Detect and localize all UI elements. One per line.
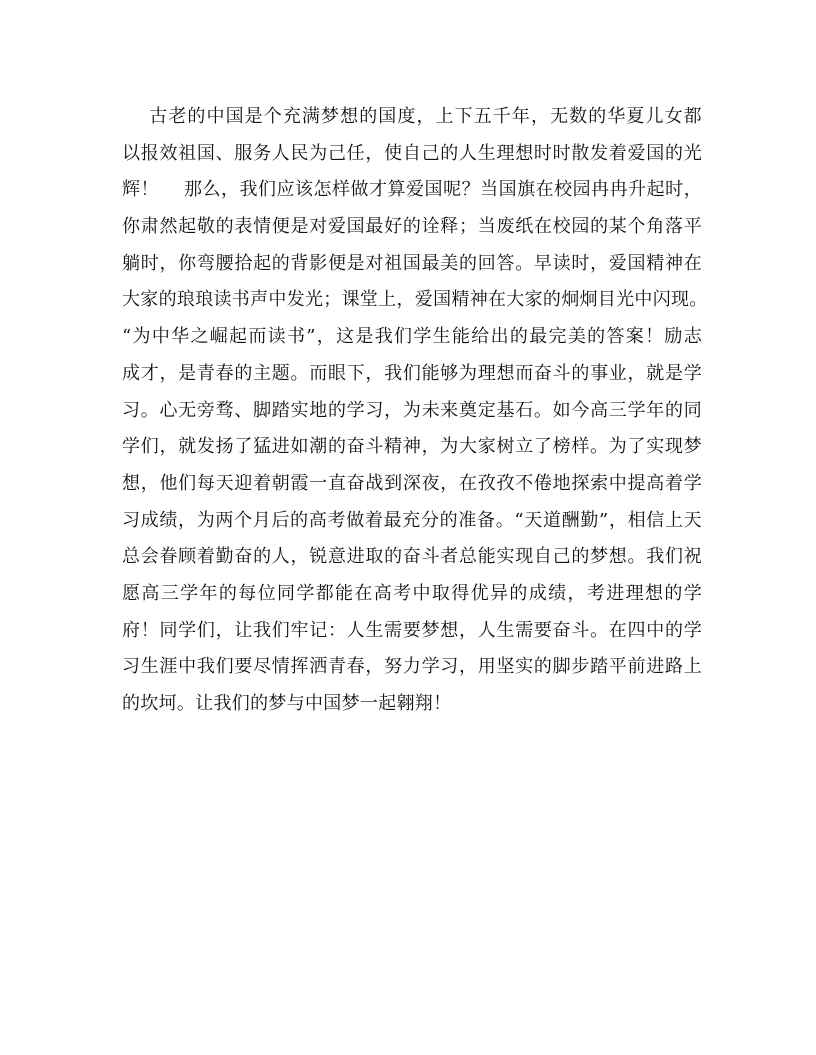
text-line: 辉！ 那么，我们应该怎样做才算爱国呢？当国旗在校园冉冉升起时， — [122, 179, 702, 201]
text-line: 你肃然起敬的表情便是对爱国最好的诠释；当废纸在校园的某个角落平 — [122, 216, 702, 238]
text-line: 躺时，你弯腰拾起的背影便是对祖国最美的回答。早读时，爱国精神在 — [122, 252, 702, 274]
text-line: 以报效祖国、服务人民为己任，使自己的人生理想时时散发着爱国的光 — [122, 142, 702, 164]
text-line: 大家的琅琅读书声中发光；课堂上，爱国精神在大家的炯炯目光中闪现。 — [122, 289, 708, 311]
essay-paragraph — [122, 99, 708, 723]
text-line: 习成绩，为两个月后的高考做着最充分的准备。“天道酬勤”，相信上天 — [122, 509, 702, 531]
text-line: 习。心无旁骛、脚踏实地的学习，为未来奠定基石。如今高三学年的同 — [122, 399, 702, 421]
text-line: 想，他们每天迎着朝霞一直奋战到深夜，在孜孜不倦地探索中提高着学 — [122, 472, 702, 494]
text-line-last: 的坎坷。让我们的梦与中国梦一起翱翔！ — [122, 693, 452, 714]
text-line: “为中华之崛起而读书”，这是我们学生能给出的最完美的答案！励志 — [122, 326, 702, 348]
text-line: 总会眷顾着勤奋的人，锐意进取的奋斗者总能实现自己的梦想。我们祝 — [122, 546, 702, 568]
text-line: 学们，就发扬了猛进如潮的奋斗精神，为大家树立了榜样。为了实现梦 — [122, 436, 702, 458]
text-line: 古老的中国是个充满梦想的国度，上下五千年，无数的华夏儿女都 — [122, 106, 702, 127]
text-line: 愿高三学年的每位同学都能在高考中取得优异的成绩，考进理想的学 — [122, 582, 702, 604]
text-line: 府！同学们，让我们牢记：人生需要梦想，人生需要奋斗。在四中的学 — [122, 619, 702, 641]
text-line: 习生涯中我们要尽情挥洒青春，努力学习，用坚实的脚步踏平前进路上 — [122, 656, 702, 678]
text-line: 成才，是青春的主题。而眼下，我们能够为理想而奋斗的事业，就是学 — [122, 362, 702, 384]
